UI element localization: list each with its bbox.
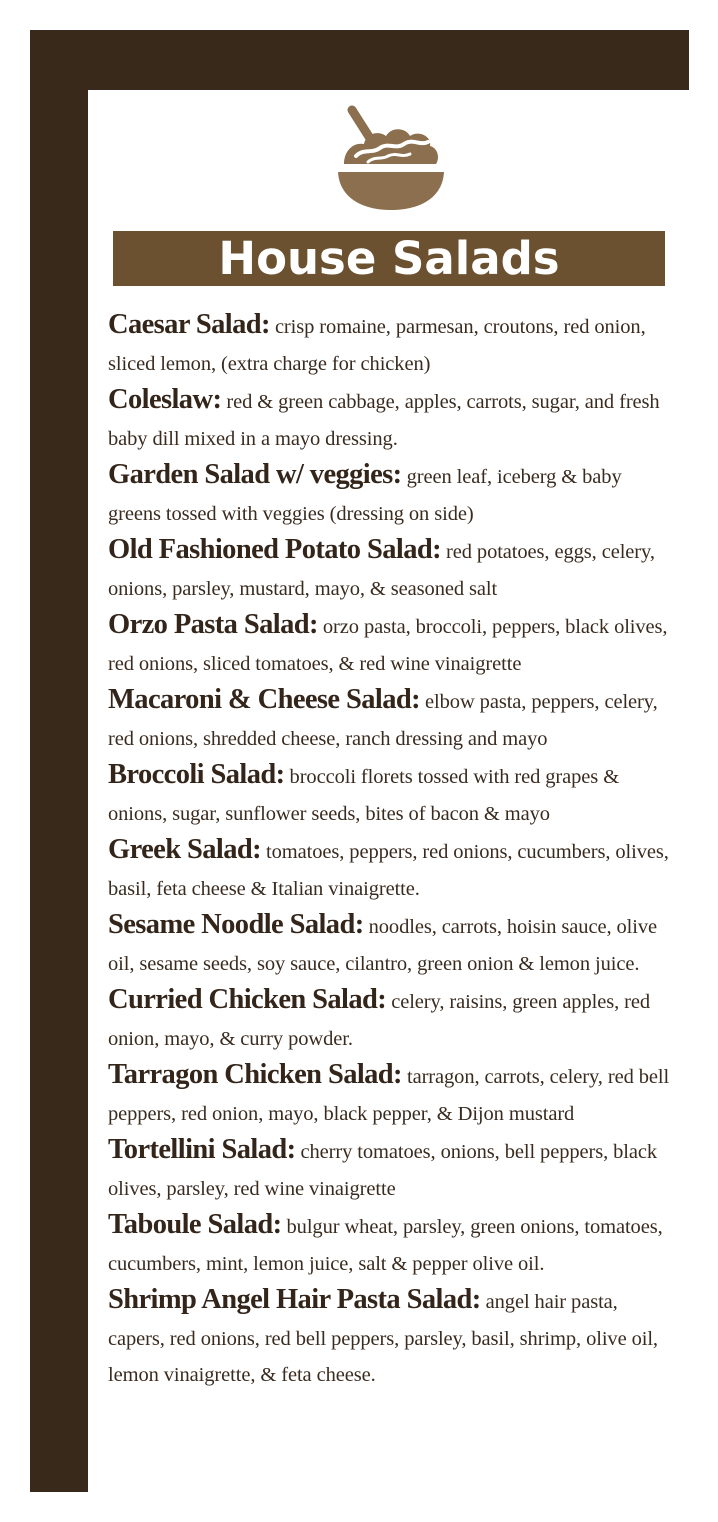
salad-name: Orzo Pasta Salad: xyxy=(108,609,318,640)
menu-card xyxy=(88,90,691,1493)
salad-description: noodles, carrots, hoisin sauce, olive oil, sesame seeds, soy sauce, cilantro, green onion & lemon juice. xyxy=(108,916,657,975)
list-item xyxy=(108,307,678,382)
salad-name: Broccoli Salad: xyxy=(108,759,285,790)
list-item xyxy=(108,757,678,832)
list-item xyxy=(108,532,678,607)
salad-description: green leaf, iceberg & baby greens tossed with veggies (dressing on side) xyxy=(108,466,622,525)
list-item xyxy=(108,1207,678,1282)
list-item xyxy=(108,832,678,907)
salad-name: Greek Salad: xyxy=(108,834,261,865)
list-item xyxy=(108,382,678,457)
salad-description: tarragon, carrots, celery, red bell peppers, red onion, mayo, black pepper, & Dijon mustard xyxy=(108,1066,670,1125)
salad-name: Caesar Salad: xyxy=(108,309,270,340)
list-item xyxy=(108,1057,678,1132)
salad-name: Macaroni & Cheese Salad: xyxy=(108,684,421,715)
salad-name: Taboule Salad: xyxy=(108,1209,282,1240)
salad-description: crisp romaine, parmesan, croutons, red onion, sliced lemon, (extra charge for chicken) xyxy=(108,316,646,375)
list-item xyxy=(108,457,678,532)
salad-description: tomatoes, peppers, red onions, cucumbers, olives, basil, feta cheese & Italian vinaigrette. xyxy=(108,841,669,900)
salad-bowl-icon xyxy=(338,104,444,212)
salad-description: orzo pasta, broccoli, peppers, black olives, red onions, sliced tomatoes, & red wine vinaigrette xyxy=(108,616,668,675)
salad-name: Tarragon Chicken Salad: xyxy=(108,1059,402,1090)
salad-name: Tortellini Salad: xyxy=(108,1134,296,1165)
salad-name: Garden Salad w/ veggies: xyxy=(108,459,402,490)
page-title: House Salads xyxy=(113,231,665,286)
salad-description: elbow pasta, peppers, celery, red onions, shredded cheese, ranch dressing and mayo xyxy=(108,691,658,750)
list-item xyxy=(108,682,678,757)
salad-description: red & green cabbage, apples, carrots, sugar, and fresh baby dill mixed in a mayo dressing. xyxy=(108,391,660,450)
salad-name: Curried Chicken Salad: xyxy=(108,984,387,1015)
salad-name: Shrimp Angel Hair Pasta Salad: xyxy=(108,1284,481,1315)
salad-description: red potatoes, eggs, celery, onions, parsley, mustard, mayo, & seasoned salt xyxy=(108,541,655,600)
salad-description: bulgur wheat, parsley, green onions, tomatoes, cucumbers, mint, lemon juice, salt & pepper olive oil. xyxy=(108,1216,663,1275)
salad-description: broccoli florets tossed with red grapes & onions, sugar, sunflower seeds, bites of bacon & mayo xyxy=(108,766,620,825)
list-item xyxy=(108,1132,678,1207)
salad-description: cherry tomatoes, onions, bell peppers, black olives, parsley, red wine vinaigrette xyxy=(108,1141,658,1200)
salad-list xyxy=(108,307,678,1394)
list-item xyxy=(108,607,678,682)
list-item xyxy=(108,1282,678,1394)
salad-name: Sesame Noodle Salad: xyxy=(108,909,364,940)
salad-description: celery, raisins, green apples, red onion, mayo, & curry powder. xyxy=(108,991,651,1050)
list-item xyxy=(108,907,678,982)
list-item xyxy=(108,982,678,1057)
salad-name: Old Fashioned Potato Salad: xyxy=(108,534,441,565)
salad-description: angel hair pasta, capers, red onions, red bell peppers, parsley, basil, shrimp, olive oil, lemon vinaigrette, & feta cheese. xyxy=(108,1291,658,1386)
menu-frame xyxy=(30,30,689,1492)
salad-name: Coleslaw: xyxy=(108,384,222,415)
